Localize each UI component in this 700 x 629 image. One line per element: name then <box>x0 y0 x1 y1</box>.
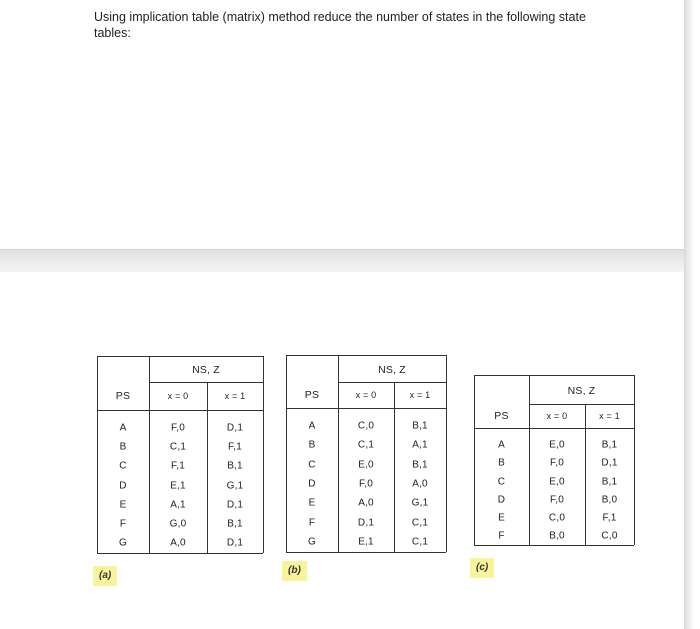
table-border-right <box>263 356 264 553</box>
state-table <box>286 355 446 552</box>
table-border-right <box>446 355 447 552</box>
ps-cell: D <box>497 494 506 506</box>
ns-header-rule <box>529 404 634 405</box>
table-border-left <box>474 375 475 545</box>
ps-cell: F <box>498 530 505 542</box>
state-table <box>474 375 634 545</box>
ps-column-rule <box>529 375 530 545</box>
ns-x0-cell: C,0 <box>357 420 375 432</box>
ns-x0-cell: E,1 <box>170 480 186 492</box>
ps-column-rule <box>149 356 150 553</box>
ps-cell: C <box>497 476 506 487</box>
ns-x0-cell: C,1 <box>169 441 187 453</box>
ps-cell: E <box>119 499 127 511</box>
table-border-left <box>286 355 287 552</box>
table-border-bottom <box>97 553 263 554</box>
ns-x1-cell: C,0 <box>601 530 618 542</box>
ns-x0-cell: F,0 <box>550 494 564 506</box>
state-table <box>97 356 263 553</box>
ps-cell: E <box>498 512 505 524</box>
ns-x0-cell: A,1 <box>170 499 186 511</box>
header-rule <box>474 428 634 429</box>
question-text: Using implication table (matrix) method reduce the number of states in the following state tables: <box>94 10 586 40</box>
ns-x1-cell: B,1 <box>227 518 243 530</box>
ps-cell: F <box>308 517 316 529</box>
page-edge-shadow <box>684 0 693 629</box>
input-column-rule <box>207 382 208 553</box>
table-border-bottom <box>286 552 446 553</box>
ps-cell: G <box>119 537 127 549</box>
ns-x0-cell: A,0 <box>358 497 374 509</box>
ns-x0-cell: G,0 <box>169 518 187 530</box>
ps-cell: G <box>308 536 316 548</box>
ns-z-header: NS, Z <box>192 364 220 376</box>
ps-cell: A <box>308 420 316 432</box>
ns-x0-cell: E,1 <box>358 536 374 548</box>
ps-cell: B <box>308 439 316 451</box>
table-label: (b) <box>282 561 307 581</box>
ns-z-header: NS, Z <box>378 363 406 376</box>
table-border-right <box>634 375 635 545</box>
ps-cell: E <box>308 497 316 509</box>
ps-header: PS <box>494 410 509 422</box>
table-border-top <box>286 355 446 356</box>
ns-x1-cell: B,1 <box>412 420 428 432</box>
ps-cell: D <box>308 478 316 490</box>
ns-x0-cell: F,1 <box>171 460 185 472</box>
ns-x1-cell: C,1 <box>411 517 429 529</box>
ns-x1-cell: D,1 <box>226 499 244 511</box>
x1-header: x = 1 <box>599 411 620 421</box>
ns-x0-cell: C,1 <box>357 439 375 451</box>
ns-x0-cell: F,0 <box>359 478 373 490</box>
x0-header: x = 0 <box>546 411 568 421</box>
ns-x0-cell: D,1 <box>357 517 375 529</box>
ns-x1-cell: B,1 <box>601 476 618 487</box>
ns-x1-cell: G,1 <box>226 480 244 492</box>
ps-cell: C <box>308 459 316 470</box>
ns-x0-cell: F,0 <box>171 422 185 434</box>
ps-cell: D <box>119 480 127 492</box>
ns-x0-cell: B,0 <box>549 530 565 542</box>
image-divider <box>0 249 684 272</box>
table-border-left <box>97 356 98 553</box>
header-rule <box>97 410 263 411</box>
input-column-rule <box>585 404 586 545</box>
ns-header-rule <box>338 382 446 383</box>
ns-x1-cell: F,1 <box>602 512 617 524</box>
x0-header: x = 0 <box>167 391 189 401</box>
ns-x0-cell: A,0 <box>170 537 186 549</box>
input-column-rule <box>394 382 395 552</box>
ns-z-header: NS, Z <box>567 384 596 397</box>
ns-x1-cell: D,1 <box>601 457 618 469</box>
ns-x1-cell: F,1 <box>228 441 242 453</box>
ns-x0-cell: E,0 <box>549 439 565 451</box>
ns-x1-cell: C,1 <box>411 536 429 548</box>
ps-cell: B <box>119 441 127 453</box>
ps-cell: F <box>119 518 127 530</box>
ps-column-rule <box>338 355 339 552</box>
ps-header: PS <box>304 389 320 401</box>
ns-x1-cell: B,1 <box>412 459 428 470</box>
ps-cell: B <box>498 457 505 469</box>
table-border-top <box>97 356 263 357</box>
ps-header: PS <box>115 390 131 402</box>
header-rule <box>286 408 446 409</box>
ns-x0-cell: F,0 <box>550 457 564 469</box>
ns-header-rule <box>149 382 263 383</box>
ns-x1-cell: B,1 <box>227 460 243 472</box>
table-label: (a) <box>93 566 117 586</box>
x0-header: x = 0 <box>355 390 377 400</box>
table-border-bottom <box>474 545 634 546</box>
ns-x0-cell: E,0 <box>358 459 374 470</box>
ps-cell: A <box>119 422 127 434</box>
ns-x1-cell: G,1 <box>411 497 429 509</box>
ns-x1-cell: D,1 <box>226 422 244 434</box>
ns-x1-cell: D,1 <box>226 537 244 549</box>
ps-cell: A <box>498 439 505 451</box>
ps-cell: C <box>119 460 127 472</box>
table-border-top <box>474 375 634 376</box>
ns-x1-cell: A,1 <box>412 439 428 451</box>
x1-header: x = 1 <box>224 391 246 401</box>
ns-x0-cell: C,0 <box>548 512 566 524</box>
ns-x1-cell: B,1 <box>601 439 618 451</box>
table-label: (c) <box>470 558 494 578</box>
ns-x0-cell: E,0 <box>549 476 565 487</box>
x1-header: x = 1 <box>409 390 431 400</box>
ns-x1-cell: A,0 <box>412 478 428 490</box>
ns-x1-cell: B,0 <box>601 494 618 506</box>
